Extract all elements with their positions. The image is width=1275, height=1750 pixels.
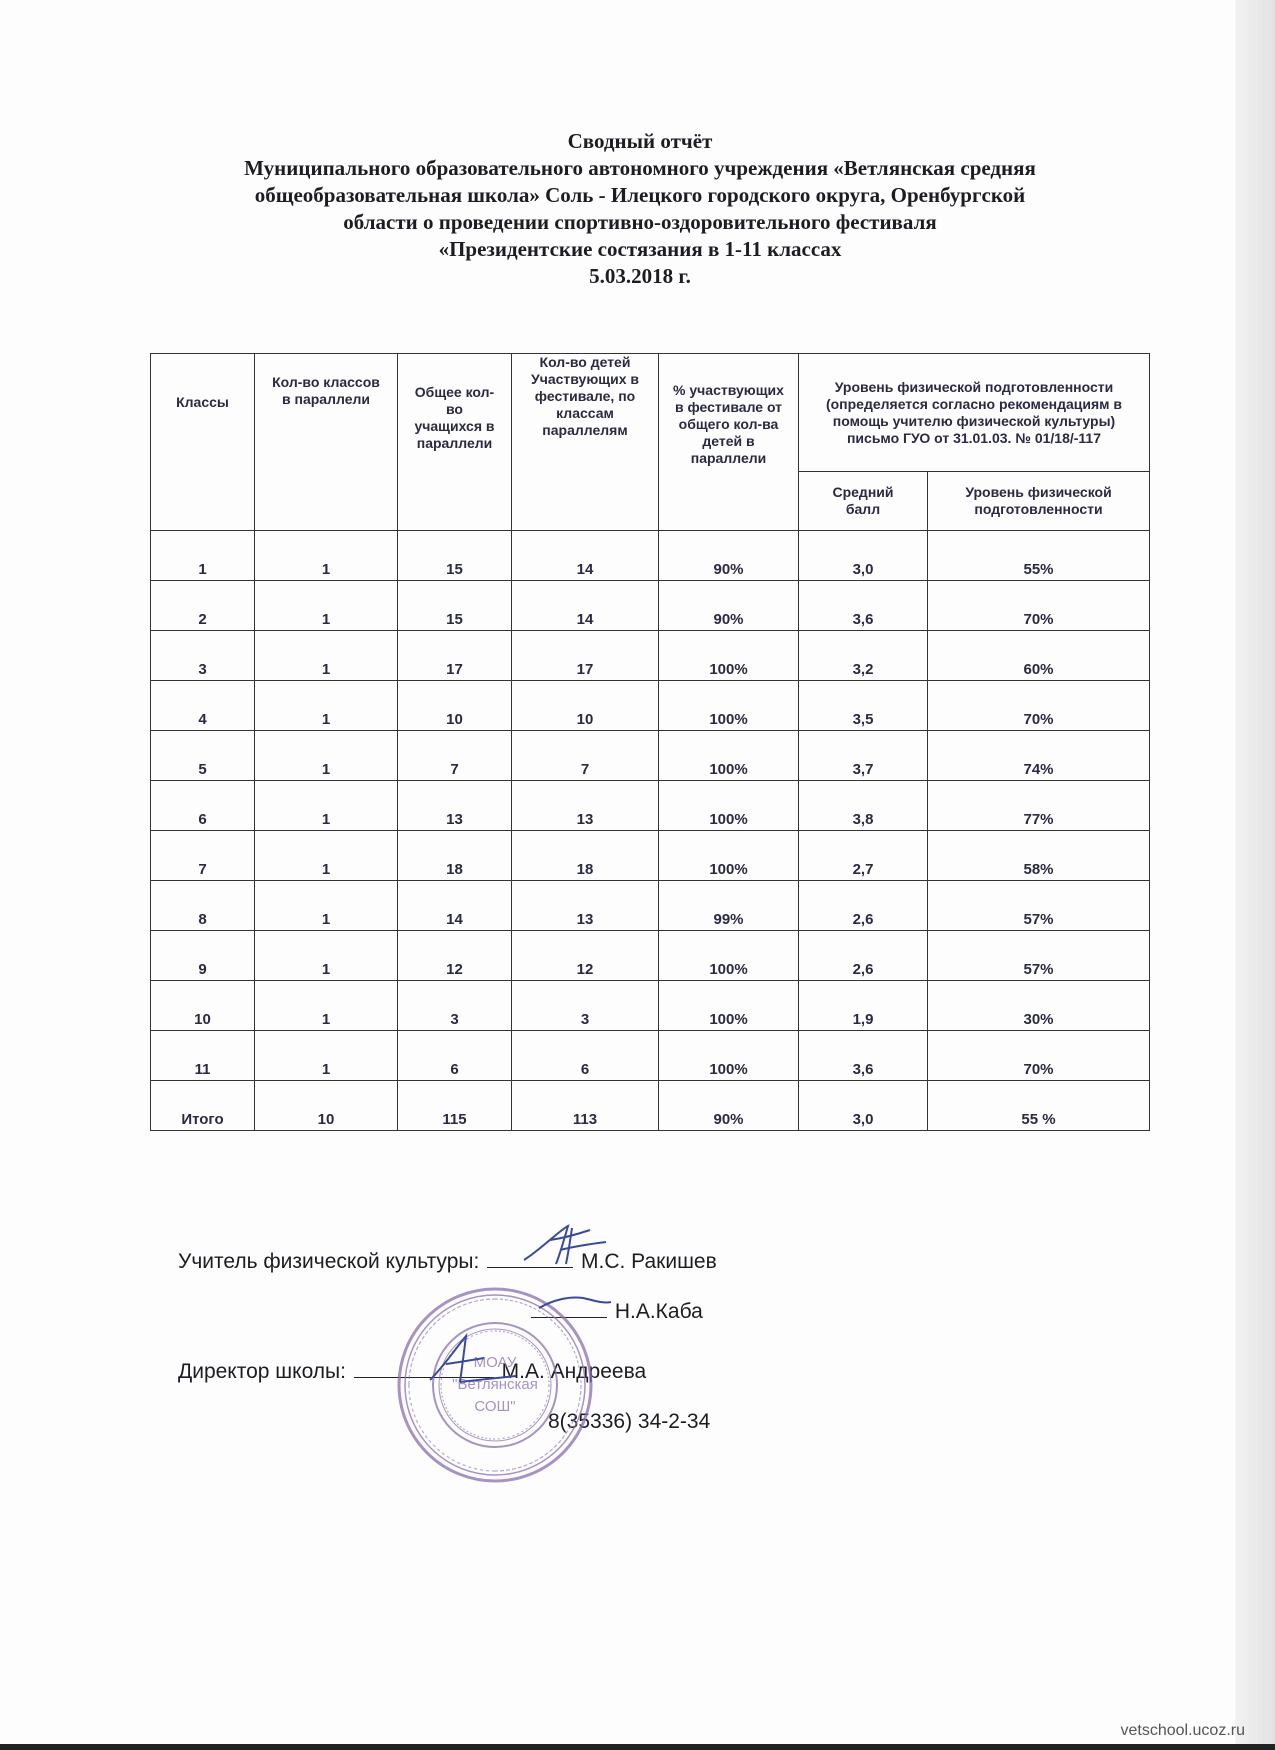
cell-avg-score: 3,0 <box>799 531 928 581</box>
teacher-signature-mark <box>520 1220 610 1270</box>
teacher-signature-line <box>178 1250 717 1274</box>
cell-avg-score: 3,0 <box>799 1081 928 1131</box>
cell-participants: 14 <box>512 531 659 581</box>
cell-total-students: 15 <box>398 581 512 631</box>
cell-class: 8 <box>151 881 255 931</box>
site-watermark: vetschool.ucoz.ru <box>1120 1722 1245 1739</box>
title-line-5: «Президентские состязания в 1-11 классах <box>438 237 842 261</box>
cell-participants: 13 <box>512 781 659 831</box>
table-row-total <box>151 1081 1150 1131</box>
teacher-name: М.С. Ракишев <box>581 1250 717 1273</box>
cell-num-classes: 1 <box>255 931 398 981</box>
stamp-center-line-3: СОШ" <box>474 1398 516 1415</box>
scan-bottom-edge <box>0 1744 1275 1750</box>
stamp-center-line-1: МОАУ <box>473 1354 517 1371</box>
cell-class: 7 <box>151 831 255 881</box>
cell-level: 55 % <box>928 1081 1150 1131</box>
director-signature-mark <box>420 1330 520 1390</box>
table-row <box>151 731 1150 781</box>
cell-avg-score: 2,6 <box>799 881 928 931</box>
cell-num-classes: 1 <box>255 531 398 581</box>
teacher-label: Учитель физической культуры: <box>178 1250 480 1273</box>
cell-class: 6 <box>151 781 255 831</box>
header-percent: % участвующих в фестивале от общего кол-ва детей в параллели <box>659 354 799 531</box>
table-row <box>151 1031 1150 1081</box>
cell-total-students: 3 <box>398 981 512 1031</box>
cell-percent: 99% <box>659 881 799 931</box>
title-line-3: общеобразовательная школа» Соль - Илецкого городского округа, Оренбургской <box>254 183 1026 207</box>
cell-class: 1 <box>151 531 255 581</box>
cell-num-classes: 1 <box>255 631 398 681</box>
cell-level: 58% <box>928 831 1150 881</box>
cell-participants: 18 <box>512 831 659 881</box>
cell-num-classes: 1 <box>255 681 398 731</box>
cell-participants: 3 <box>512 981 659 1031</box>
cell-avg-score: 3,5 <box>799 681 928 731</box>
cell-percent: 100% <box>659 981 799 1031</box>
scan-edge-shadow <box>1235 0 1275 1750</box>
cell-total-students: 7 <box>398 731 512 781</box>
cell-avg-score: 3,6 <box>799 581 928 631</box>
header-level-group: Уровень физической подготовленности (определяется согласно рекомендациям в помощь учителю физической культуры) письмо ГУО от 31.01.03. № 01/18/-117 <box>799 354 1150 472</box>
cell-class: 5 <box>151 731 255 781</box>
report-title <box>140 128 1140 290</box>
cell-level: 57% <box>928 931 1150 981</box>
cell-percent: 100% <box>659 831 799 881</box>
director-name: М.А. Андреева <box>501 1360 647 1383</box>
cell-percent: 100% <box>659 631 799 681</box>
cell-class: 10 <box>151 981 255 1031</box>
cell-total-students: 14 <box>398 881 512 931</box>
director-label: Директор школы: <box>178 1360 346 1383</box>
cell-avg-score: 3,2 <box>799 631 928 681</box>
cell-level: 57% <box>928 881 1150 931</box>
stamp-center-line-2: "Ветлянская <box>452 1376 538 1393</box>
table-row <box>151 831 1150 881</box>
cell-participants: 113 <box>512 1081 659 1131</box>
cell-num-classes: 10 <box>255 1081 398 1131</box>
cell-percent: 90% <box>659 581 799 631</box>
table-row <box>151 681 1150 731</box>
header-level: Уровень физической подготовленности <box>928 472 1150 531</box>
table-row <box>151 931 1150 981</box>
cell-num-classes: 1 <box>255 831 398 881</box>
table-row <box>151 881 1150 931</box>
cell-percent: 90% <box>659 531 799 581</box>
cell-level: 60% <box>928 631 1150 681</box>
cell-level: 30% <box>928 981 1150 1031</box>
cell-num-classes: 1 <box>255 731 398 781</box>
title-date: 5.03.2018 г. <box>589 264 691 288</box>
cell-level: 70% <box>928 1031 1150 1081</box>
title-line-1: Сводный отчёт <box>567 129 713 153</box>
cell-total-students: 15 <box>398 531 512 581</box>
cell-class: 11 <box>151 1031 255 1081</box>
cell-num-classes: 1 <box>255 1031 398 1081</box>
cell-level: 77% <box>928 781 1150 831</box>
cell-avg-score: 2,7 <box>799 831 928 881</box>
cell-class: 2 <box>151 581 255 631</box>
cell-percent: 100% <box>659 931 799 981</box>
cell-num-classes: 1 <box>255 581 398 631</box>
table-row <box>151 631 1150 681</box>
cell-num-classes: 1 <box>255 981 398 1031</box>
table-row <box>151 781 1150 831</box>
cell-percent: 100% <box>659 681 799 731</box>
cell-participants: 13 <box>512 881 659 931</box>
cell-total-students: 18 <box>398 831 512 881</box>
teacher2-name: Н.А.Каба <box>614 1300 703 1323</box>
header-classes: Классы <box>151 354 255 531</box>
cell-participants: 6 <box>512 1031 659 1081</box>
cell-class: 3 <box>151 631 255 681</box>
table-row <box>151 531 1150 581</box>
cell-level: 70% <box>928 581 1150 631</box>
cell-avg-score: 3,8 <box>799 781 928 831</box>
cell-percent: 100% <box>659 781 799 831</box>
cell-level: 74% <box>928 731 1150 781</box>
header-avg-score: Средний балл <box>799 472 928 531</box>
table-body <box>151 531 1150 1131</box>
cell-percent: 100% <box>659 1031 799 1081</box>
header-participants: Кол-во детей Участвующих в фестивале, по классам параллелям <box>512 354 659 531</box>
cell-level: 70% <box>928 681 1150 731</box>
cell-total-students: 17 <box>398 631 512 681</box>
cell-total-students: 12 <box>398 931 512 981</box>
cell-num-classes: 1 <box>255 781 398 831</box>
cell-percent: 100% <box>659 731 799 781</box>
cell-class: Итого <box>151 1081 255 1131</box>
title-line-2: Муниципального образовательного автономного учреждения «Ветлянская средняя <box>244 156 1036 180</box>
cell-total-students: 6 <box>398 1031 512 1081</box>
school-phone: 8(35336) 34-2-34 <box>548 1410 711 1433</box>
cell-total-students: 10 <box>398 681 512 731</box>
table-row <box>151 981 1150 1031</box>
cell-total-students: 115 <box>398 1081 512 1131</box>
cell-total-students: 13 <box>398 781 512 831</box>
cell-participants: 17 <box>512 631 659 681</box>
header-num-classes: Кол-во классов в параллели <box>255 354 398 531</box>
cell-level: 55% <box>928 531 1150 581</box>
cell-avg-score: 3,7 <box>799 731 928 781</box>
title-line-4: области о проведении спортивно-оздоровительного фестиваля <box>343 210 937 234</box>
teacher2-signature-mark <box>535 1286 615 1316</box>
cell-participants: 10 <box>512 681 659 731</box>
cell-participants: 14 <box>512 581 659 631</box>
cell-class: 9 <box>151 931 255 981</box>
header-total-students: Общее кол-во учащихся в параллели <box>398 354 512 531</box>
cell-avg-score: 1,9 <box>799 981 928 1031</box>
cell-avg-score: 3,6 <box>799 1031 928 1081</box>
cell-percent: 90% <box>659 1081 799 1131</box>
cell-class: 4 <box>151 681 255 731</box>
cell-num-classes: 1 <box>255 881 398 931</box>
report-table <box>150 353 1150 1131</box>
cell-participants: 7 <box>512 731 659 781</box>
cell-participants: 12 <box>512 931 659 981</box>
table-row <box>151 581 1150 631</box>
cell-avg-score: 2,6 <box>799 931 928 981</box>
